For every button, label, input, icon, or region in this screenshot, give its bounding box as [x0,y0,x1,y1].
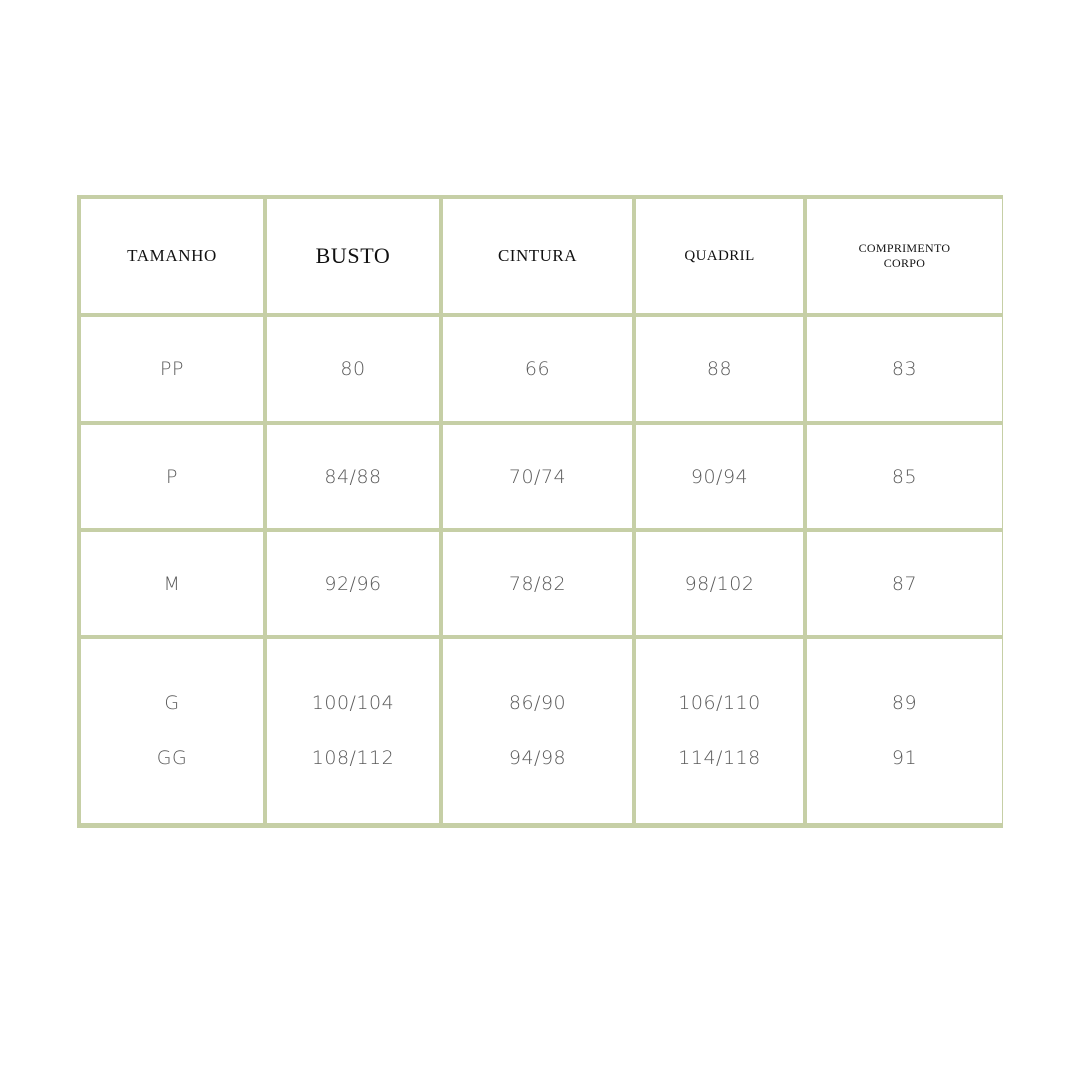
row-pp-hip: 88 [636,317,803,421]
row-g-length: 89 [891,692,918,714]
row-g-gg-hip [636,639,803,823]
row-m-size: M [81,532,263,635]
row-g-size: G [164,692,180,714]
row-gg-length: 91 [891,747,918,769]
row-g-gg-size [81,639,263,823]
header-body-length-line2: CORPO [883,256,926,270]
row-g-waist: 86/90 [508,692,567,714]
row-p-hip: 90/94 [636,425,803,528]
row-gg-size: GG [156,747,188,769]
row-p-size: P [81,425,263,528]
row-gg-bust: 108/112 [311,747,395,769]
row-m-length: 87 [807,532,1002,635]
row-pp-waist: 66 [443,317,632,421]
row-g-bust: 100/104 [311,692,395,714]
row-gg-waist: 94/98 [508,747,567,769]
row-p-bust: 84/88 [267,425,439,528]
row-g-hip: 106/110 [678,692,761,714]
row-gg-hip: 114/118 [678,747,761,769]
row-pp-size: PP [81,317,263,421]
row-pp-length: 83 [807,317,1002,421]
row-g-gg-waist [443,639,632,823]
header-bust: BUSTO [267,199,439,313]
header-body-length-line1: COMPRIMENTO [858,241,951,255]
row-m-hip: 98/102 [636,532,803,635]
row-g-gg-length [807,639,1002,823]
row-g-gg-bust [267,639,439,823]
row-p-length: 85 [807,425,1002,528]
row-pp-bust: 80 [267,317,439,421]
row-m-bust: 92/96 [267,532,439,635]
row-p-waist: 70/74 [443,425,632,528]
header-hip: QUADRIL [636,199,803,313]
header-size: TAMANHO [81,199,263,313]
size-chart-table [77,195,1003,828]
header-waist: CINTURA [443,199,632,313]
row-m-waist: 78/82 [443,532,632,635]
header-body-length [807,199,1002,313]
